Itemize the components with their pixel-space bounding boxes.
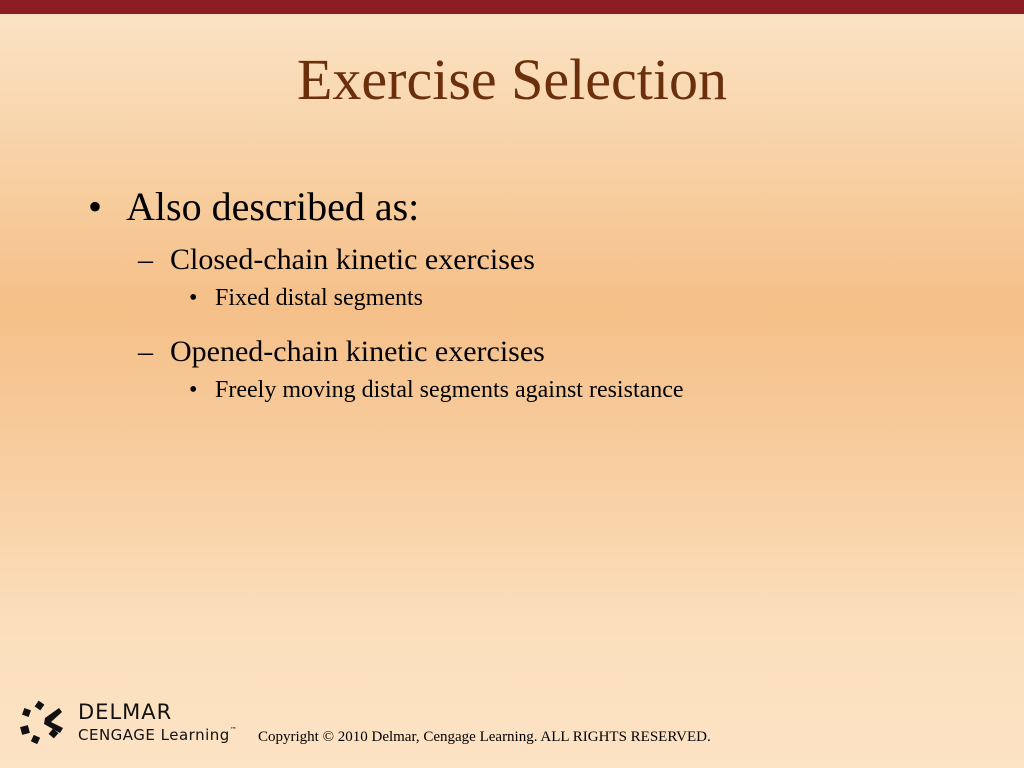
bullet-level1 (88, 184, 968, 240)
logo-text-cengage: CENGAGE Learning™ (78, 726, 238, 744)
bullet-text: Freely moving distal segments against resistance (215, 377, 684, 403)
slide-title: Exercise Selection (297, 47, 727, 112)
bullet-marker: • (189, 285, 198, 311)
delmar-cengage-logo-icon (20, 700, 68, 748)
bullet-level2 (88, 240, 968, 282)
bullet-level2 (88, 332, 968, 374)
slide-content (88, 184, 968, 424)
logo-text-delmar: DELMAR (78, 700, 173, 724)
bullet-text: Closed-chain kinetic exercises (170, 243, 535, 276)
bullet-text: Opened-chain kinetic exercises (170, 335, 545, 368)
bullet-level3 (88, 284, 968, 332)
bullet-marker: • (88, 184, 103, 229)
dash-marker: – (138, 335, 153, 368)
copyright-notice: Copyright © 2010 Delmar, Cengage Learning. ALL RIGHTS RESERVED. (258, 729, 711, 745)
publisher-logo (20, 698, 260, 750)
bullet-marker: • (189, 377, 198, 403)
dash-marker: – (138, 243, 153, 276)
bullet-level3 (88, 376, 968, 424)
bullet-text: Also described as: (126, 184, 420, 229)
bullet-text: Fixed distal segments (215, 285, 423, 311)
top-accent-bar (0, 0, 1024, 14)
